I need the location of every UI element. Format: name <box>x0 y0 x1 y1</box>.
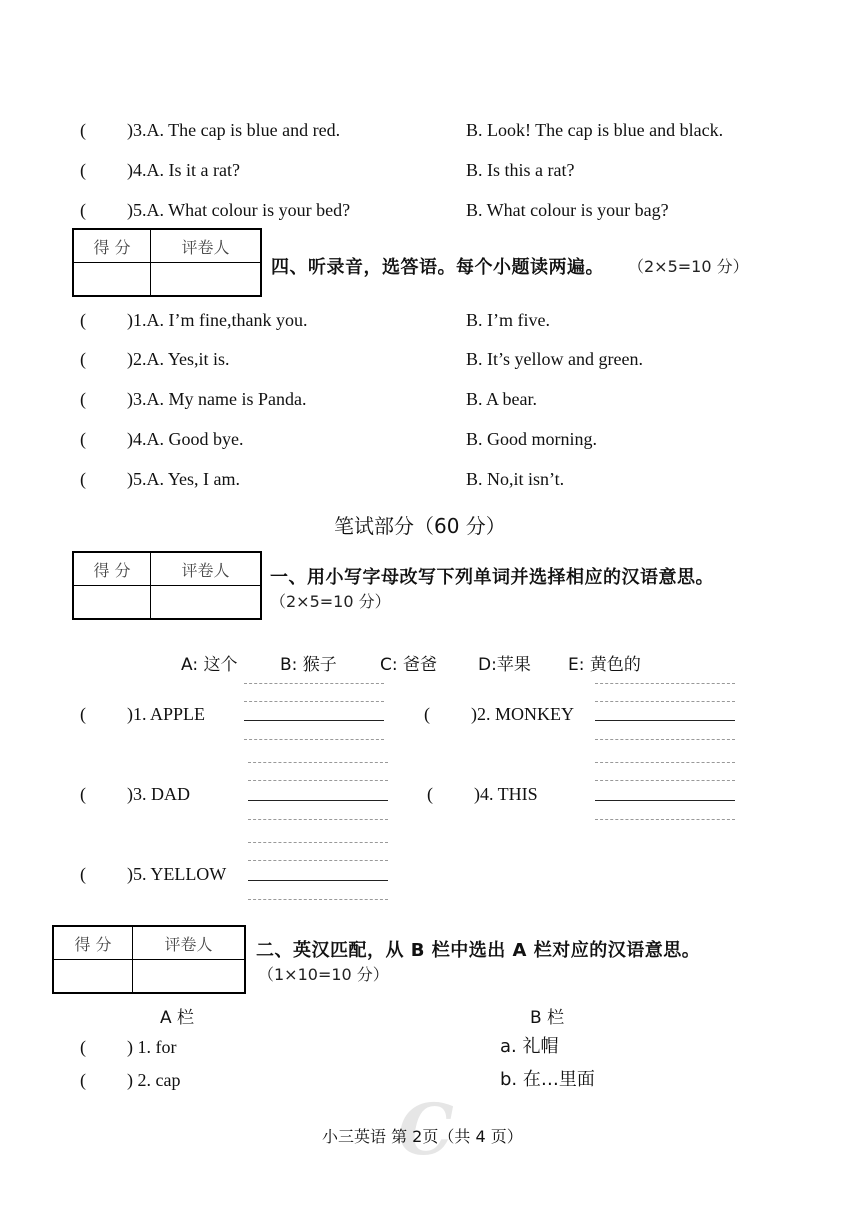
option-label: D:苹果 <box>478 655 531 675</box>
answer-paren: ( <box>80 1037 86 1057</box>
writing-line-guide <box>595 780 735 781</box>
question-option-b: B. I’m five. <box>466 310 550 330</box>
score-box <box>72 551 262 620</box>
question-option-a: )1.A. I’m fine,thank you. <box>127 310 308 330</box>
grader-cell[interactable] <box>151 263 262 297</box>
match-item-a: ) 2. cap <box>127 1070 181 1090</box>
writing-line[interactable] <box>248 800 388 801</box>
writing-line-guide <box>595 762 735 763</box>
section-title: 二、英汉匹配，从 B 栏中选出 A 栏对应的汉语意思。 <box>256 940 701 961</box>
answer-paren: ( <box>80 1070 86 1090</box>
question-option-b: B. A bear. <box>466 389 537 409</box>
match-item-b: a. 礼帽 <box>500 1036 559 1057</box>
score-cell[interactable] <box>73 263 151 297</box>
answer-paren: ( <box>80 784 86 804</box>
question-option-a: )4.A. Is it a rat? <box>127 160 240 180</box>
question-option-b: B. It’s yellow and green. <box>466 349 643 369</box>
grader-label: 评卷人 <box>151 229 262 263</box>
writing-line[interactable] <box>595 720 735 721</box>
question-option-a: )4.A. Good bye. <box>127 429 244 449</box>
section-title: 四、听录音，选答语。每个小题读两遍。 <box>271 257 604 278</box>
answer-paren: ( <box>80 160 86 180</box>
writing-line[interactable] <box>244 720 384 721</box>
writing-line-guide <box>248 819 388 820</box>
question-option-b: B. Is this a rat? <box>466 160 575 180</box>
writing-line-guide <box>244 701 384 702</box>
section-points: （2×5=10 分） <box>270 592 391 611</box>
word-item: )2. MONKEY <box>471 704 574 724</box>
question-option-b: B. Look! The cap is blue and black. <box>466 120 724 140</box>
word-item: )4. THIS <box>474 784 538 804</box>
score-label: 得 分 <box>73 552 151 586</box>
writing-line-guide <box>244 739 384 740</box>
writing-line-guide <box>595 739 735 740</box>
question-option-a: )5.A. Yes, I am. <box>127 469 241 489</box>
column-b-header: B 栏 <box>530 1008 565 1028</box>
score-label: 得 分 <box>73 229 151 263</box>
question-option-a: )3.A. The cap is blue and red. <box>127 120 341 140</box>
writing-line-guide <box>248 762 388 763</box>
answer-paren: ( <box>80 200 86 220</box>
option-label: E: 黄色的 <box>568 655 641 675</box>
grader-cell[interactable] <box>133 960 246 994</box>
answer-paren: ( <box>80 469 86 489</box>
section-points: （1×10=10 分） <box>258 965 389 984</box>
question-option-a: )2.A. Yes,it is. <box>127 349 230 369</box>
answer-paren: ( <box>80 429 86 449</box>
writing-line-guide <box>595 683 735 684</box>
answer-paren: ( <box>80 310 86 330</box>
writing-line-guide <box>248 842 388 843</box>
score-cell[interactable] <box>73 586 151 620</box>
writing-line-guide <box>595 819 735 820</box>
answer-paren: ( <box>80 349 86 369</box>
watermark-logo: C <box>398 1088 454 1171</box>
grader-cell[interactable] <box>151 586 262 620</box>
answer-paren: ( <box>80 120 86 140</box>
word-item: )5. YELLOW <box>127 864 227 884</box>
match-item-b: b. 在…里面 <box>500 1069 595 1090</box>
writing-line-guide <box>248 860 388 861</box>
writing-line[interactable] <box>248 880 388 881</box>
word-item: )3. DAD <box>127 784 190 804</box>
writing-line[interactable] <box>595 800 735 801</box>
written-part-heading: 笔试部分（60 分） <box>334 514 506 538</box>
writing-line-guide <box>244 683 384 684</box>
question-option-a: )5.A. What colour is your bed? <box>127 200 351 220</box>
page-footer: 小三英语 第 2页（共 4 页） <box>322 1127 523 1146</box>
answer-paren: ( <box>80 389 86 409</box>
question-option-b: B. What colour is your bag? <box>466 200 669 220</box>
option-label: A: 这个 <box>181 655 238 675</box>
answer-paren: ( <box>80 864 86 884</box>
writing-line-guide <box>595 701 735 702</box>
section-points: （2×5=10 分） <box>628 257 749 276</box>
question-option-b: B. Good morning. <box>466 429 598 449</box>
question-option-a: )3.A. My name is Panda. <box>127 389 307 409</box>
writing-line-guide <box>248 899 388 900</box>
grader-label: 评卷人 <box>133 926 246 960</box>
score-cell[interactable] <box>53 960 133 994</box>
score-label: 得 分 <box>53 926 133 960</box>
option-label: B: 猴子 <box>280 655 337 675</box>
question-option-b: B. No,it isn’t. <box>466 469 565 489</box>
column-a-header: A 栏 <box>160 1008 195 1028</box>
section-title: 一、用小写字母改写下列单词并选择相应的汉语意思。 <box>270 567 714 588</box>
score-box <box>52 925 246 994</box>
writing-line-guide <box>248 780 388 781</box>
answer-paren: ( <box>424 704 430 724</box>
option-label: C: 爸爸 <box>380 655 438 675</box>
match-item-a: ) 1. for <box>127 1037 177 1057</box>
answer-paren: ( <box>427 784 433 804</box>
answer-paren: ( <box>80 704 86 724</box>
word-item: )1. APPLE <box>127 704 206 724</box>
grader-label: 评卷人 <box>151 552 262 586</box>
score-box <box>72 228 262 297</box>
